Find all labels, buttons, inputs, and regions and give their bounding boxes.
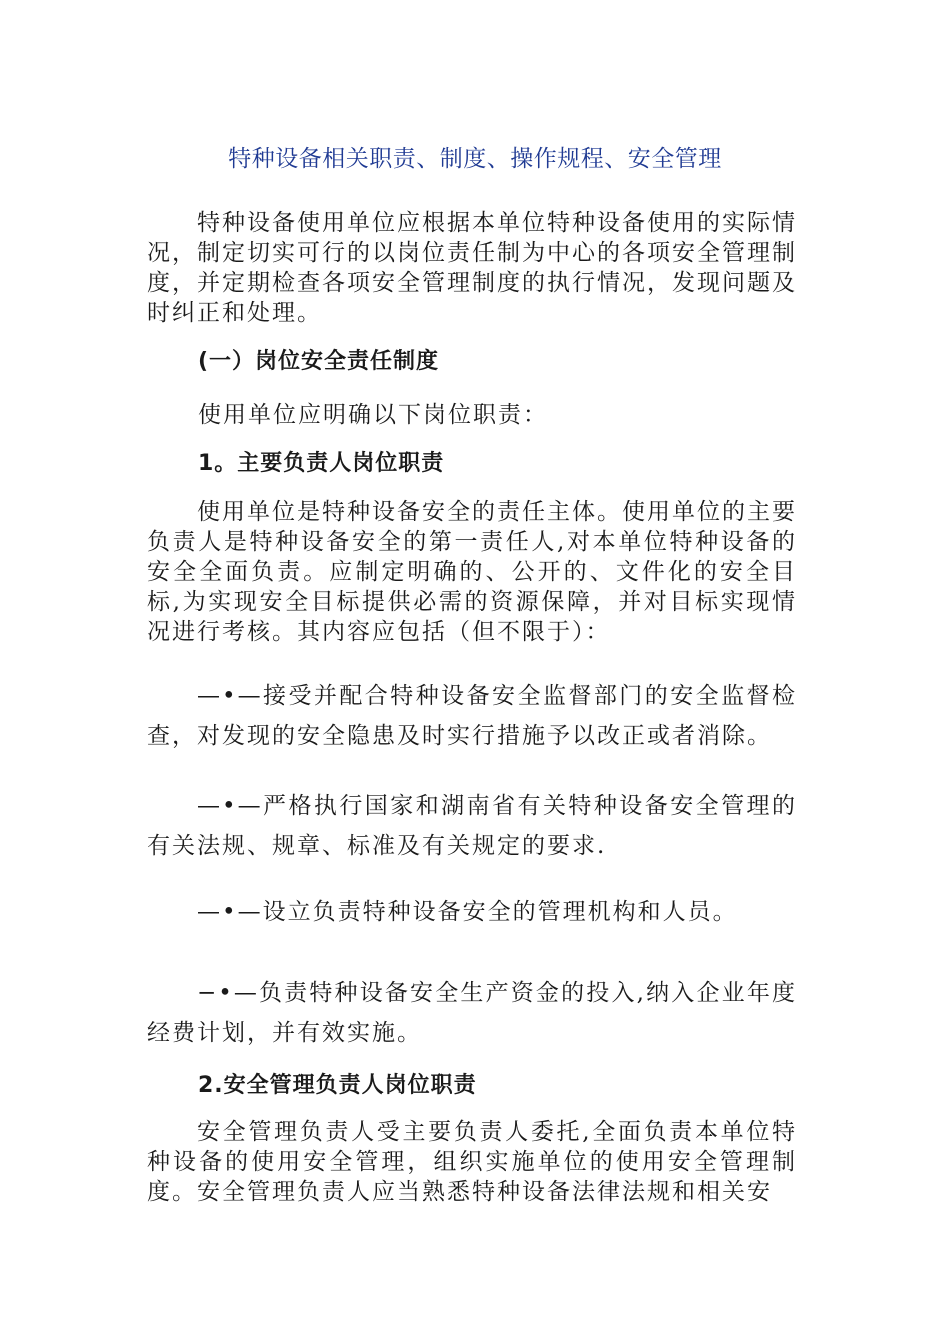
- item-body-safety-manager: 安全管理负责人受主要负责人委托,全面负责本单位特种设备的使用安全管理，组织实施单位的使用安全管理制度。安全管理负责人应当熟悉特种设备法律法规和相关安: [147, 1119, 797, 1205]
- bullet-item: —•—接受并配合特种设备安全监督部门的安全监督检查，对发现的安全隐患及时实行措施予以改正或者消除。: [147, 683, 797, 749]
- item-heading-safety-manager: 2.安全管理负责人岗位职责: [198, 1073, 477, 1098]
- document-title: 特种设备相关职责、制度、操作规程、安全管理: [228, 146, 722, 172]
- section-heading-job-safety: (一）岗位安全责任制度: [198, 349, 440, 374]
- bullet-item: −•—负责特种设备安全生产资金的投入,纳入企业年度经费计划，并有效实施。: [147, 980, 797, 1046]
- section-lead-text: 使用单位应明确以下岗位职责：: [198, 402, 548, 428]
- bullet-item: —•—严格执行国家和湖南省有关特种设备安全管理的有关法规、规章、标准及有关规定的要求.: [147, 793, 797, 859]
- intro-paragraph: 特种设备使用单位应根据本单位特种设备使用的实际情况，制定切实可行的以岗位责任制为中心的各项安全管理制度，并定期检查各项安全管理制度的执行情况，发现问题及时纠正和处理。: [147, 210, 797, 326]
- item-body-principal: 使用单位是特种设备安全的责任主体。使用单位的主要负责人是特种设备安全的第一责任人,对本单位特种设备的安全全面负责。应制定明确的、公开的、文件化的安全目标,为实现安全目标提供必需的资源保障，并对目标实现情况进行考核。其内容应包括（但不限于）：: [147, 499, 797, 645]
- item-heading-principal: 1。主要负责人岗位职责: [198, 451, 445, 476]
- bullet-item: —•—设立负责特种设备安全的管理机构和人员。: [197, 899, 738, 925]
